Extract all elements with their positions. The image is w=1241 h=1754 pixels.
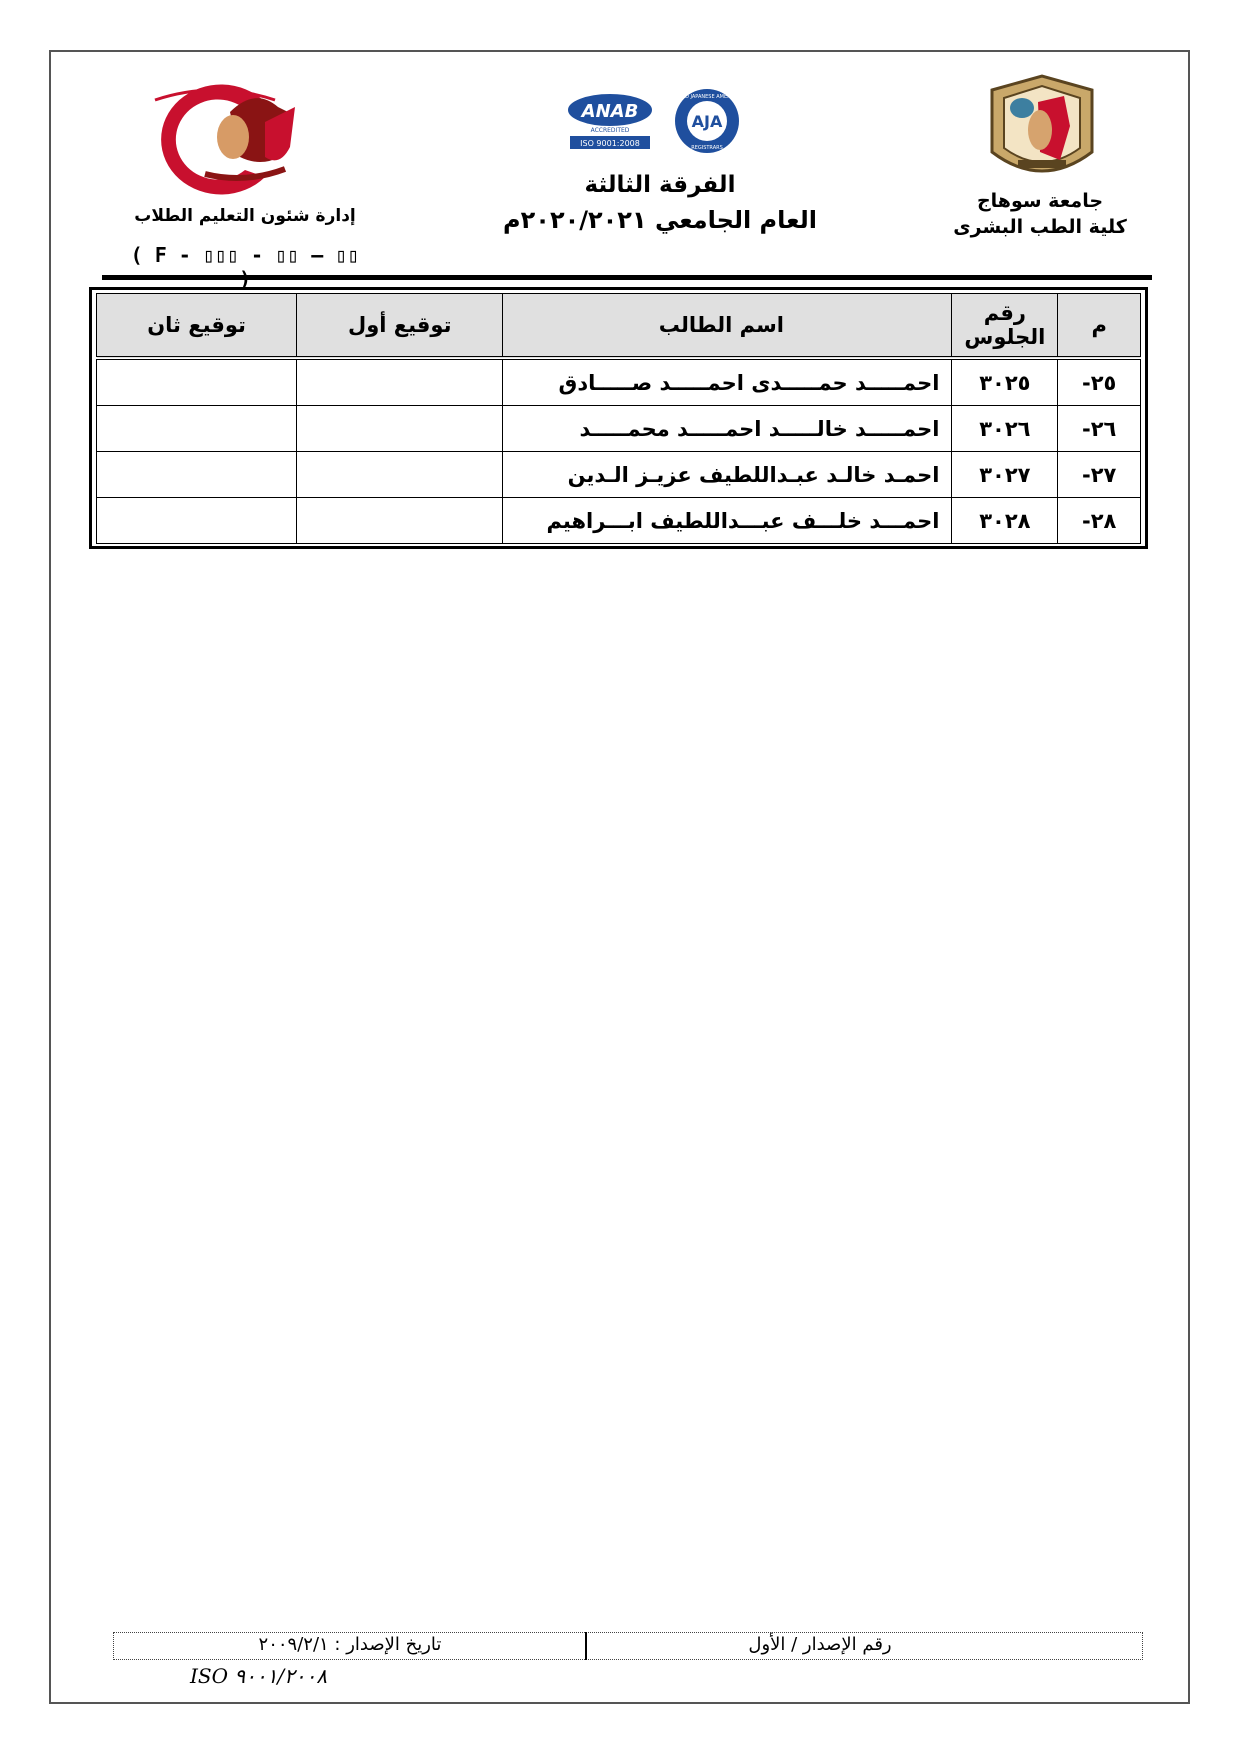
row-second-signature bbox=[97, 406, 297, 452]
row-student-name: احمـــــد خالـــــد احمـــــد محمـــــد bbox=[503, 406, 952, 452]
row-first-signature bbox=[297, 406, 503, 452]
row-first-signature bbox=[297, 452, 503, 498]
table-row bbox=[97, 452, 1141, 498]
row-seat-number: ٣٠٢٥ bbox=[952, 358, 1058, 406]
header-student-name: اسم الطالب bbox=[503, 294, 952, 359]
row-num: ٢٧- bbox=[1058, 452, 1141, 498]
row-student-name: احمـــد خلـــف عبـــداللطيف ابـــراهيم bbox=[503, 498, 952, 544]
row-seat-number: ٣٠٢٨ bbox=[952, 498, 1058, 544]
row-seat-number: ٣٠٢٧ bbox=[952, 452, 1058, 498]
department-name: إدارة شئون التعليم الطلاب bbox=[134, 206, 356, 226]
student-roster-table bbox=[96, 293, 1141, 544]
anab-label: ANAB bbox=[581, 101, 639, 122]
table-row bbox=[97, 358, 1141, 406]
university-name-block bbox=[940, 188, 1140, 240]
issue-date: تاريخ الإصدار : ٢٠٠٩/٢/١ bbox=[258, 1634, 442, 1655]
row-num: ٢٥- bbox=[1058, 358, 1141, 406]
row-second-signature bbox=[97, 498, 297, 544]
row-student-name: احمـد خالـد عبـداللطيف عزيـز الـدين bbox=[503, 452, 952, 498]
row-seat-number: ٣٠٢٦ bbox=[952, 406, 1058, 452]
row-num: ٢٦- bbox=[1058, 406, 1141, 452]
document-title-block bbox=[470, 168, 850, 238]
iso-standard: ISO ٩٠٠١/٢٠٠٨ bbox=[190, 1664, 328, 1688]
header-first-signature: توقيع أول bbox=[297, 294, 503, 359]
university-name: جامعة سوهاج bbox=[976, 190, 1104, 212]
academic-year: العام الجامعي ٢٠٢٠/٢٠٢١م bbox=[503, 206, 817, 234]
aja-label: AJA bbox=[691, 112, 723, 131]
header-seat-number: رقم الجلوس bbox=[952, 294, 1058, 359]
aja-ring-top: ANGLO JAPANESE AMERICAN bbox=[671, 94, 743, 100]
faculty-of-medicine-logo bbox=[115, 82, 310, 197]
form-code: ( F - ▯▯▯ - ▯▯ – ▯▯ bbox=[130, 243, 360, 267]
faculty-name: كلية الطب البشرى bbox=[953, 216, 1127, 238]
row-student-name: احمـــــد حمـــــدى احمـــــد صـــــادق bbox=[503, 358, 952, 406]
header-divider bbox=[102, 275, 1152, 280]
table-row bbox=[97, 406, 1141, 452]
aja-ring-bottom: REGISTRARS bbox=[691, 145, 723, 151]
row-first-signature bbox=[297, 358, 503, 406]
row-second-signature bbox=[97, 452, 297, 498]
issue-number: رقم الإصدار / الأول bbox=[748, 1634, 892, 1655]
anab-accredited-label: ACCREDITED bbox=[590, 127, 630, 134]
table-row bbox=[97, 498, 1141, 544]
row-second-signature bbox=[97, 358, 297, 406]
sohag-university-seal bbox=[978, 72, 1106, 190]
iso-badge-label: ISO 9001:2008 bbox=[580, 139, 640, 148]
row-num: ٢٨- bbox=[1058, 498, 1141, 544]
header-num: م bbox=[1058, 294, 1141, 359]
anab-aja-accreditation-logos bbox=[560, 88, 755, 158]
row-first-signature bbox=[297, 498, 503, 544]
class-level: الفرقة الثالثة bbox=[584, 172, 736, 198]
table-header-row bbox=[97, 294, 1141, 359]
footer-separator bbox=[585, 1632, 587, 1660]
header-second-signature: توقيع ثان bbox=[97, 294, 297, 359]
